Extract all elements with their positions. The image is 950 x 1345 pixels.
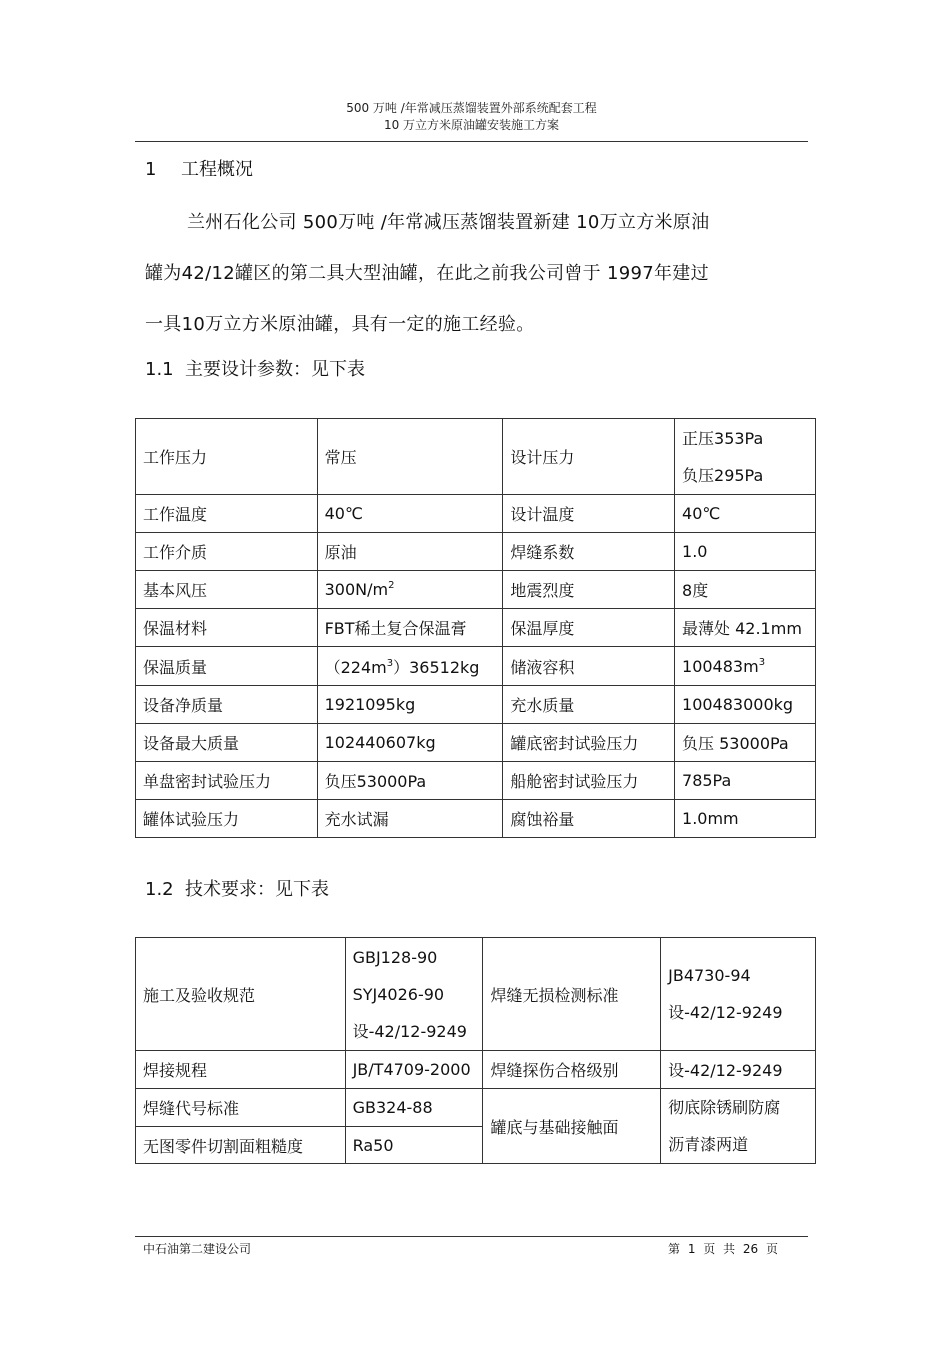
page-header xyxy=(135,100,808,134)
table-cell: 102440607kg xyxy=(317,724,503,762)
superscript: 3 xyxy=(758,656,766,668)
table-cell: 1.0 xyxy=(675,533,816,571)
table-cell: 单盘密封试验压力 xyxy=(136,762,318,800)
cell-line: JB4730-94 xyxy=(668,966,751,985)
table-cell: JB/T4709-2000 xyxy=(345,1051,483,1089)
table-cell: 焊缝探伤合格级别 xyxy=(483,1051,661,1089)
table-row xyxy=(136,647,816,686)
table-cell: 1921095kg xyxy=(317,686,503,724)
table-cell: 储液容积 xyxy=(503,647,675,686)
table-row xyxy=(136,1051,816,1089)
table-cell: $300N/m^2$ xyxy=(317,571,503,609)
table-cell: 充水试漏 xyxy=(317,800,503,838)
table-row xyxy=(136,938,816,1051)
table-cell: 40℃ xyxy=(317,495,503,533)
cell-line: 设-42/12-9249 xyxy=(668,1003,783,1022)
table-cell: 无图零件切割面粗糙度 xyxy=(136,1127,346,1164)
header-divider xyxy=(135,141,808,142)
table-row xyxy=(136,686,816,724)
table-cell: 充水质量 xyxy=(503,686,675,724)
section-1-1-number: 1.1 xyxy=(145,359,174,380)
table-row xyxy=(136,800,816,838)
cell-line: 正压353Pa xyxy=(682,428,764,448)
table-cell: $100483m^3$ xyxy=(675,647,816,686)
table-cell: 设-42/12-9249 xyxy=(661,1051,816,1089)
paragraph-line: 一具10万立方米原油罐，具有一定的施工经验。 xyxy=(145,314,535,335)
paragraph-line: 兰州石化公司 500万吨 /年常减压蒸馏装置新建 10万立方米原油 xyxy=(187,212,710,233)
table-cell: 工作温度 xyxy=(136,495,318,533)
table-cell: 腐蚀裕量 xyxy=(503,800,675,838)
cell-line: SYJ4026-90 xyxy=(352,984,445,1004)
table-cell: 设计压力 xyxy=(503,419,675,495)
section-1-1-title: 主要设计参数：见下表 xyxy=(185,359,365,380)
table-cell: 罐体试验压力 xyxy=(136,800,318,838)
table-cell: 罐底密封试验压力 xyxy=(503,724,675,762)
table-row xyxy=(136,724,816,762)
section-1-number: 1 xyxy=(145,159,157,180)
section-1-2-title: 技术要求：见下表 xyxy=(185,879,329,900)
table-cell: GB324-88 xyxy=(345,1089,483,1127)
table-cell xyxy=(675,419,816,495)
table-cell: 焊缝系数 xyxy=(503,533,675,571)
table-cell: 焊缝代号标准 xyxy=(136,1089,346,1127)
table-row xyxy=(136,609,816,647)
table-cell: 工作压力 xyxy=(136,419,318,495)
table-cell: 船舱密封试验压力 xyxy=(503,762,675,800)
table-cell: 设备净质量 xyxy=(136,686,318,724)
section-1-paragraph xyxy=(145,197,807,350)
table-cell: 常压 xyxy=(317,419,503,495)
table-row xyxy=(136,495,816,533)
table-row xyxy=(136,762,816,800)
table-cell: 焊接规程 xyxy=(136,1051,346,1089)
table-cell: Ra50 xyxy=(345,1127,483,1164)
table-cell: 1.0mm xyxy=(675,800,816,838)
section-1-1-heading xyxy=(145,355,365,381)
table-cell: 设计温度 xyxy=(503,495,675,533)
table-cell: 基本风压 xyxy=(136,571,318,609)
table-cell: 焊缝无损检测标准 xyxy=(483,938,661,1051)
section-1-title: 工程概况 xyxy=(181,159,253,180)
table-cell: 最薄处 42.1mm xyxy=(675,609,816,647)
table-cell: FBT稀土复合保温膏 xyxy=(317,609,503,647)
table-cell xyxy=(345,938,483,1051)
header-document-title: 10 万立方米原油罐安装施工方案 xyxy=(383,118,560,132)
technical-requirements-table xyxy=(135,937,816,1164)
section-1-2-heading xyxy=(145,875,329,901)
table-row xyxy=(136,533,816,571)
footer-page-number: 第 1 页 共 26 页 xyxy=(668,1242,778,1256)
table-cell: 保温质量 xyxy=(136,647,318,686)
section-1-2-number: 1.2 xyxy=(145,879,174,900)
paragraph-line: 罐为42/12罐区的第二具大型油罐，在此之前我公司曾于 1997年建过 xyxy=(145,263,709,284)
table-cell: $(224m^3)36512kg$ xyxy=(317,647,503,686)
superscript: 3 xyxy=(386,657,394,669)
superscript: 2 xyxy=(388,580,395,591)
footer-company: 中石油第二建设公司 xyxy=(143,1242,252,1256)
table-cell: 负压53000Pa xyxy=(317,762,503,800)
cell-line: 彻底除锈刷防腐 xyxy=(668,1098,781,1117)
footer-divider xyxy=(135,1236,808,1237)
table-cell: 785Pa xyxy=(675,762,816,800)
table-cell: 8度 xyxy=(675,571,816,609)
table-cell: 保温材料 xyxy=(136,609,318,647)
table-cell xyxy=(661,938,816,1051)
table-cell: 罐底与基础接触面 xyxy=(483,1089,661,1164)
table-cell: 地震烈度 xyxy=(503,571,675,609)
table-cell: 保温厚度 xyxy=(503,609,675,647)
table-cell: 原油 xyxy=(317,533,503,571)
table-cell: 40℃ xyxy=(675,495,816,533)
cell-line: GBJ128-90 xyxy=(352,947,438,967)
table-row xyxy=(136,571,816,609)
cell-line: 设-42/12-9249 xyxy=(352,1021,467,1041)
table-cell: 设备最大质量 xyxy=(136,724,318,762)
design-parameters-table xyxy=(135,418,816,838)
table-cell xyxy=(661,1089,816,1164)
header-project-title: 500 万吨 /年常减压蒸馏装置外部系统配套工程 xyxy=(346,101,597,115)
section-1-heading xyxy=(145,155,253,181)
table-row xyxy=(136,1089,816,1127)
table-cell: 负压 53000Pa xyxy=(675,724,816,762)
table-cell: 100483000kg xyxy=(675,686,816,724)
table-cell: 工作介质 xyxy=(136,533,318,571)
cell-line: 负压295Pa xyxy=(682,465,764,485)
table-row xyxy=(136,419,816,495)
cell-line: 沥青漆两道 xyxy=(668,1135,749,1154)
table-cell: 施工及验收规范 xyxy=(136,938,346,1051)
